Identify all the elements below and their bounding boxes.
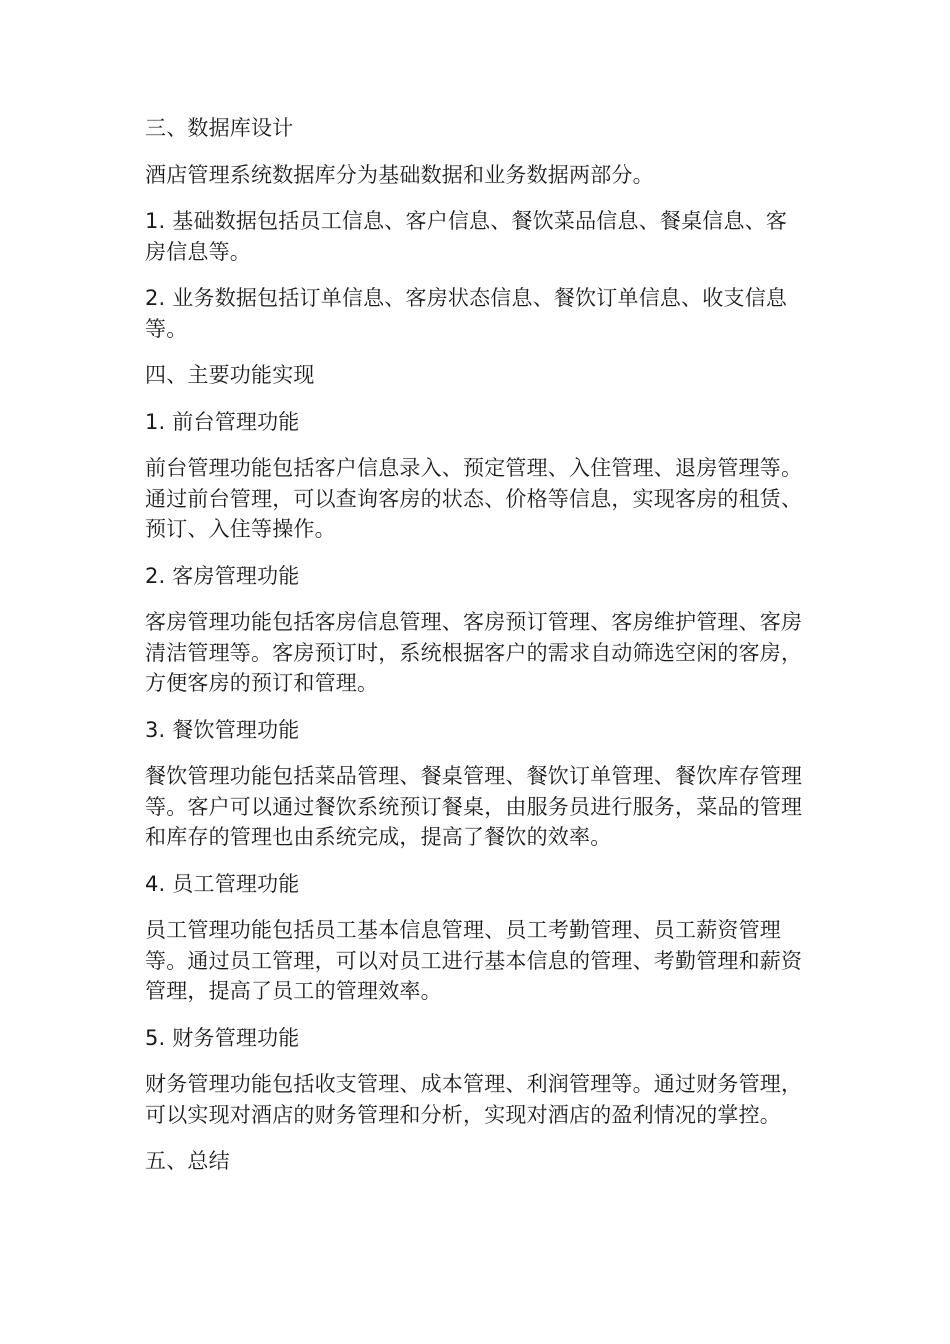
subheading-dining-management: 3. 餐饮管理功能 (145, 717, 300, 742)
paragraph-staff-management: 员工管理功能包括员工基本信息管理、员工考勤管理、员工薪资管理等。通过员工管理，可以对员工进行基本信息的管理、考勤管理和薪资管理，提高了员工的管理效率。 (145, 918, 803, 1003)
subheading-finance-management: 5. 财务管理功能 (145, 1025, 300, 1050)
list-item-business-data: 2. 业务数据包括订单信息、客房状态信息、餐饮订单信息、收支信息等。 (145, 286, 788, 341)
subheading-front-desk: 1. 前台管理功能 (145, 409, 300, 434)
paragraph-front-desk: 前台管理功能包括客户信息录入、预定管理、入住管理、退房管理等。通过前台管理，可以查询客房的状态、价格等信息，实现客房的租赁、预订、入住等操作。 (145, 456, 803, 541)
section-heading-summary: 五、总结 (145, 1149, 230, 1173)
subheading-staff-management: 4. 员工管理功能 (145, 871, 300, 896)
section-heading-database-design: 三、数据库设计 (145, 116, 294, 140)
paragraph-room-management: 客房管理功能包括客房信息管理、客房预订管理、客房维护管理、客房清洁管理等。客房预订时，系统根据客户的需求自动筛选空闲的客房，方便客房的预订和管理。 (145, 610, 803, 695)
paragraph-database-overview: 酒店管理系统数据库分为基础数据和业务数据两部分。 (145, 162, 654, 187)
paragraph-dining-management: 餐饮管理功能包括菜品管理、餐桌管理、餐饮订单管理、餐饮库存管理等。客户可以通过餐饮系统预订餐桌，由服务员进行服务，菜品的管理和库存的管理也由系统完成，提高了餐饮的效率。 (145, 764, 803, 849)
subheading-room-management: 2. 客房管理功能 (145, 563, 300, 588)
paragraph-finance-management: 财务管理功能包括收支管理、成本管理、利润管理等。通过财务管理，可以实现对酒店的财务管理和分析，实现对酒店的盈利情况的掌控。 (145, 1072, 803, 1127)
document-page (145, 113, 805, 1193)
list-item-basic-data: 1. 基础数据包括员工信息、客户信息、餐饮菜品信息、餐桌信息、客房信息等。 (145, 209, 788, 264)
section-heading-main-functions: 四、主要功能实现 (145, 363, 315, 387)
